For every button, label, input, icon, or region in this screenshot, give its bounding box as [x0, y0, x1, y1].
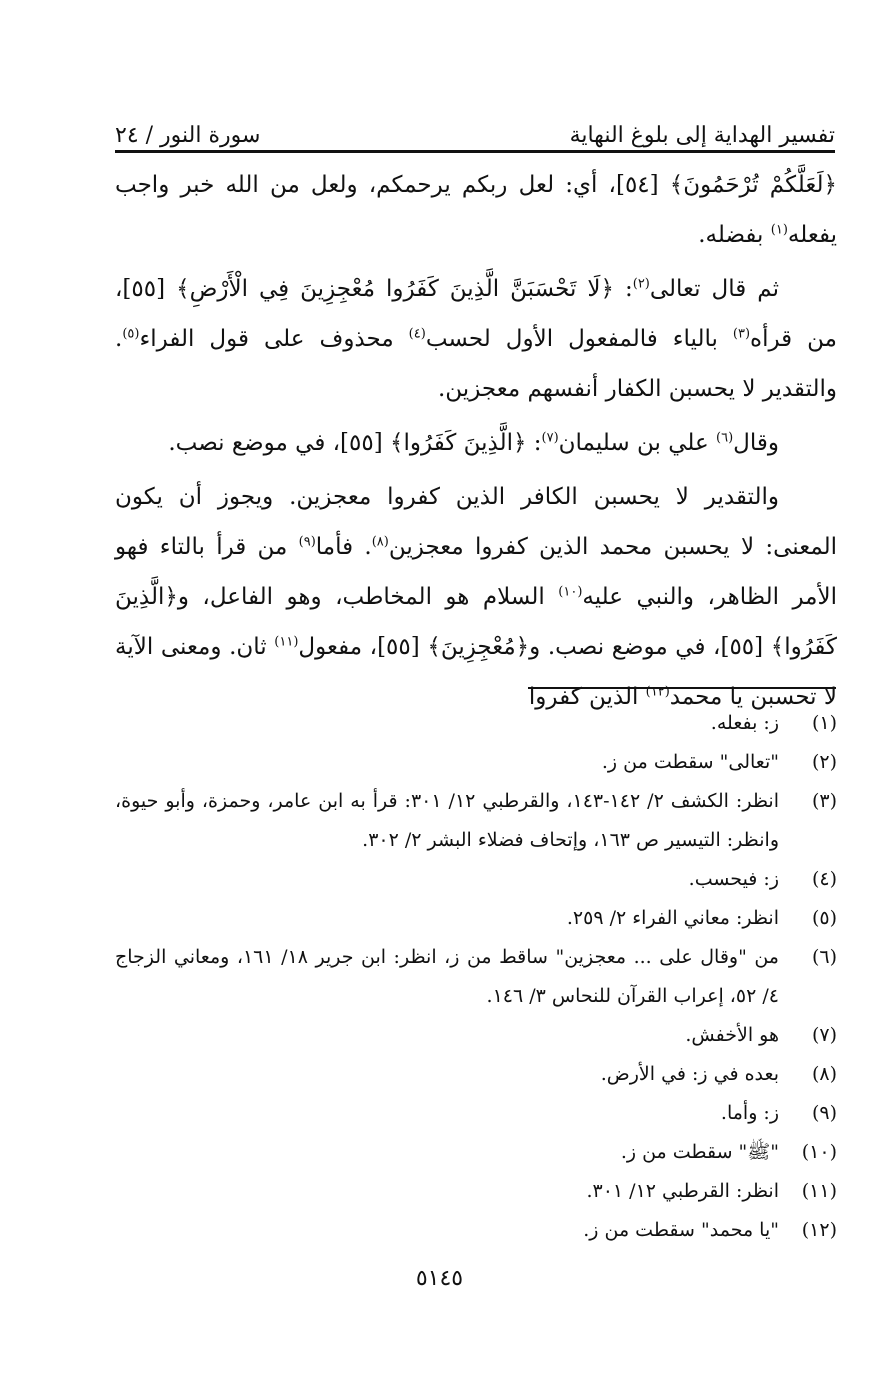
footnote-item	[115, 899, 837, 938]
page-number: ٥١٤٥	[415, 1266, 464, 1291]
footnote-item	[115, 782, 837, 860]
footnote-item	[115, 743, 837, 782]
footnote-ref[interactable]: (٥)	[122, 326, 140, 342]
text-run: الذين كفروا	[528, 684, 646, 710]
text-run: بالياء فالمفعول الأول لحسب	[425, 326, 733, 352]
footnote-text: "تعالى" سقطت من ز.	[601, 751, 779, 773]
text-run: : ﴿لَا تَحْسَبَنَّ الَّذِينَ كَفَرُوا مُعْجِزِينَ فِي الْأَرْضِ﴾ [٥٥]، من قرأه	[115, 276, 837, 352]
footnote-item	[115, 1211, 837, 1250]
running-header	[115, 108, 835, 148]
footnote-number: (٧)	[811, 1024, 837, 1046]
footnote-item	[115, 704, 837, 743]
footnote-text: من "وقال على ... معجزين" ساقط من ز، انظر: ابن جرير ١٨/ ١٦١، ومعاني الزجاج ٤/ ٥٢، إعراب القرآن للنحاس ٣/ ١٤٦.	[115, 946, 779, 1007]
book-title: تفسير الهداية إلى بلوغ النهاية	[569, 123, 835, 148]
footnote-text: "يا محمد" سقطت من ز.	[583, 1219, 779, 1241]
footnote-ref[interactable]: (١٠)	[558, 584, 583, 600]
paragraph-2	[115, 264, 837, 414]
footnote-text: ز: فيحسب.	[688, 868, 779, 890]
footnote-ref[interactable]: (١١)	[274, 634, 299, 650]
text-run: من قرأ بالتاء فهو الأمر الظاهر، والنبي عليه	[115, 534, 837, 610]
footnote-number: (٩)	[811, 1102, 837, 1124]
footnote-ref[interactable]: (٩)	[298, 534, 316, 550]
footnote-text: انظر: الكشف ٢/ ١٤٢-١٤٣، والقرطبي ١٢/ ٣٠١: قرأ به ابن عامر، وحمزة، وأبو حيوة، وانظر: التيسير ص ١٦٣، وإتحاف فضلاء البشر ٢/ ٣٠٢.	[115, 790, 779, 851]
footnote-separator	[528, 687, 836, 689]
text-run: ثم قال تعالى	[649, 276, 779, 302]
text-run: . والتقدير لا يحسبن الكفار أنفسهم معجزين.	[115, 326, 837, 402]
footnote-text: ز: بفعله.	[710, 712, 779, 734]
footnotes	[115, 704, 837, 1250]
footnote-text: انظر: معاني الفراء ٢/ ٢٥٩.	[566, 907, 779, 929]
footnote-text: انظر: القرطبي ١٢/ ٣٠١.	[586, 1180, 779, 1202]
footnote-number: (٣)	[811, 790, 837, 812]
surah-label: سورة النور / ٢٤	[115, 123, 261, 148]
footnote-ref[interactable]: (٣)	[732, 326, 751, 342]
footnote-ref[interactable]: (٧)	[541, 430, 559, 446]
footnote-ref[interactable]: (٦)	[716, 430, 734, 446]
footnote-number: (١)	[811, 712, 837, 734]
footnote-number: (١٢)	[801, 1219, 837, 1241]
footnote-item	[115, 938, 837, 1016]
footnote-text: بعده في ز: في الأرض.	[600, 1063, 779, 1085]
footnote-item	[115, 1016, 837, 1055]
footnote-item	[115, 860, 837, 899]
text-run: والتقدير لا يحسبن الكافر الذين كفروا معجزين. ويجوز أن يكون المعنى: لا يحسبن محمد الذين كفروا معجزين	[115, 484, 838, 560]
footnote-number: (١٠)	[801, 1141, 837, 1163]
footnote-text: هو الأخفش.	[685, 1024, 779, 1046]
footnote-item	[115, 1094, 837, 1133]
text-run: ثان. ومعنى الآية لا تحسبن يا محمد	[115, 634, 837, 710]
footnote-text: ز: وأما.	[720, 1102, 779, 1124]
header-rule	[115, 150, 835, 153]
footnote-number: (٥)	[811, 907, 837, 929]
paragraph-3	[115, 418, 837, 468]
main-text	[115, 160, 837, 726]
footnote-item	[115, 1172, 837, 1211]
footnote-number: (١١)	[801, 1180, 837, 1202]
footnote-ref[interactable]: (١٢)	[645, 684, 670, 700]
footnote-ref[interactable]: (٤)	[408, 326, 426, 342]
text-run: ﴿لَعَلَّكُمْ تُرْحَمُونَ﴾ [٥٤]، أي: لعل ربكم يرحمكم، ولعل من الله خبر واجب يفعله	[115, 172, 837, 248]
footnote-number: (٤)	[811, 868, 837, 890]
text-run: بفضله.	[698, 222, 771, 248]
footnote-ref[interactable]: (١)	[770, 222, 788, 238]
text-run: : ﴿الَّذِينَ كَفَرُوا﴾ [٥٥]، في موضع نصب.	[168, 430, 542, 456]
footnote-ref[interactable]: (٢)	[632, 276, 650, 292]
text-run: . فأما	[315, 534, 372, 560]
text-run: علي بن سليمان	[558, 430, 717, 456]
footnote-number: (٢)	[811, 751, 837, 773]
paragraph-1	[115, 160, 837, 260]
footnote-number: (٨)	[811, 1063, 837, 1085]
text-run: محذوف على قول الفراء	[139, 326, 409, 352]
footnote-item	[115, 1133, 837, 1172]
footnote-number: (٦)	[811, 946, 837, 968]
paragraph-4	[115, 472, 837, 722]
text-run: السلام هو المخاطب، وهو الفاعل، و﴿الَّذِينَ كَفَرُوا﴾ [٥٥]، في موضع نصب. و﴿مُعْجِزِينَ﴾ [٥٥]، مفعول	[115, 584, 837, 660]
footnote-item	[115, 1055, 837, 1094]
footnote-ref[interactable]: (٨)	[371, 534, 389, 550]
text-run: وقال	[733, 430, 779, 456]
footnote-text: "ﷺ" سقطت من ز.	[620, 1141, 779, 1163]
